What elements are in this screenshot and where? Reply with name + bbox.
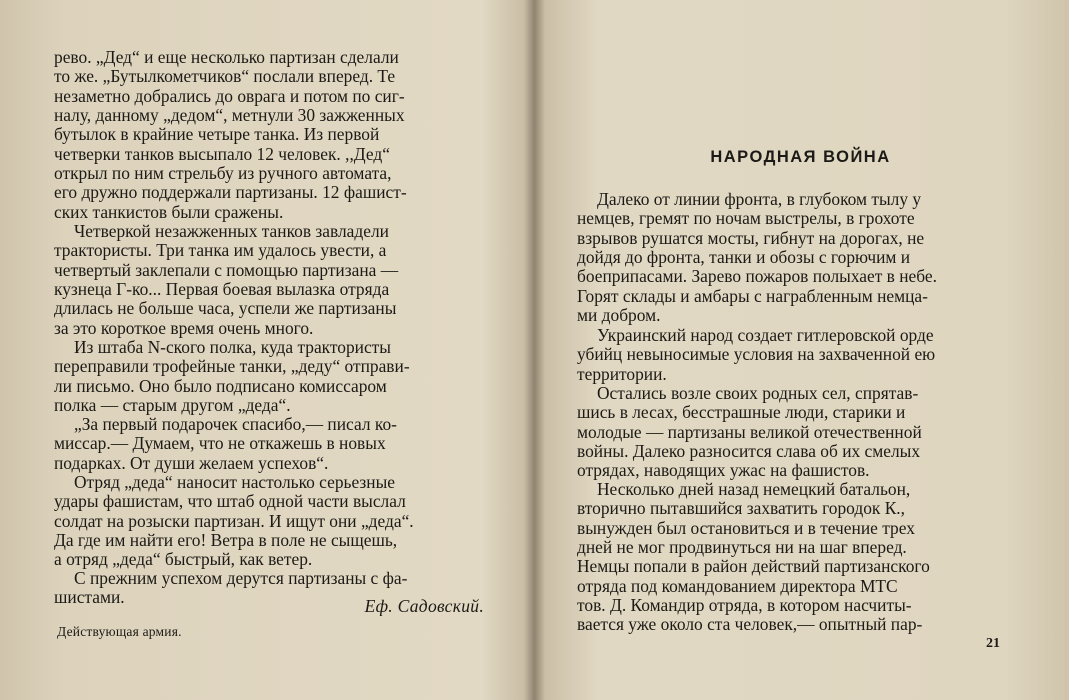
right-page (532, 0, 1069, 700)
left-paragraph-4: „За первый подарочек спасибо,— писал ко- миссар.— Думаем, что не откажешь в новых подарках. От души желаем успехов“. (54, 414, 397, 473)
author-signature: Еф. Садовский. (364, 596, 484, 616)
left-paragraph-2: Четверкой незажженных танков завладели трактористы. Три танка им удалось увести, а четвертый заклепали с помощью партизана — кузнеца Г-ко... Первая боевая вылазка отряда длилась не больше часа, успели же партизаны за это короткое время очень много. (54, 221, 399, 338)
left-paragraph-3: Из штаба N-ского полка, куда трактористы переправили трофейные танки, „деду“ отправи- ли письмо. Оно было подписано комиссаром полка — старым другом „деда“. (54, 337, 410, 416)
left-paragraph-1: рево. „Дед“ и еще несколько партизан сделали то же. „Бутылкометчиков“ послали вперед. Те незаметно добрались до оврага и потом по сиг- налу, данному „дедом“, метнули 30 зажженных бутылок в крайние четыре танка. Из первой четверки танков высыпало 12 человек. ,,Дед“ открыл по ним стрельбу из ручного автомата, его дружно поддержали партизаны. 12 фашист- ских танкистов были сражены. (54, 47, 407, 222)
article-heading: НАРОДНАЯ ВОЙНА (710, 148, 891, 166)
right-paragraph-2: Украинский народ создает гитлеровской орде убийц невыносимые условия на захваченной ею территории. (577, 325, 936, 384)
right-paragraph-4: Несколько дней назад немецкий батальон, вторично пытавшийся захватить городок К., вынужден был остановиться и в течение трех дней не мог продвинуться ни на шаг вперед. Немцы попали в район действий партизанского отряда под командованием директора МТС тов. Д. Командир отряда, в котором насчиты- вается уже около ста человек,— опытный пар- (577, 479, 930, 635)
left-paragraph-6: С прежним успехом дерутся партизаны с фа- шистами. (54, 568, 408, 608)
page-number: 21 (986, 636, 1000, 651)
source-line: Действующая армия. (57, 624, 182, 639)
left-paragraph-5: Отряд „деда“ наносит настолько серьезные удары фашистам, что штаб одной части выслал солдат на розыски партизан. И ищут они „деда“. Да где им найти его! Ветра в поле не сыщешь, а отряд „деда“ быстрый, как ветер. (54, 472, 414, 570)
left-page (0, 0, 530, 700)
right-paragraph-1: Далеко от линии фронта, в глубоком тылу у немцев, гремят по ночам выстрелы, в грохоте взрывов рушатся мосты, гибнут на дорогах, не дойдя до фронта, танки и обозы с горючим и боеприпасами. Зарево пожаров полыхает в небе. Горят склады и амбары с награбленным немца- ми добром. (577, 189, 937, 326)
right-paragraph-3: Остались возле своих родных сел, спрятав- шись в лесах, бесстрашные люди, старики и молодые — партизаны великой отечественной войны. Далеко разносится слава об их смелых отрядах, наводящих ужас на фашистов. (577, 383, 922, 481)
